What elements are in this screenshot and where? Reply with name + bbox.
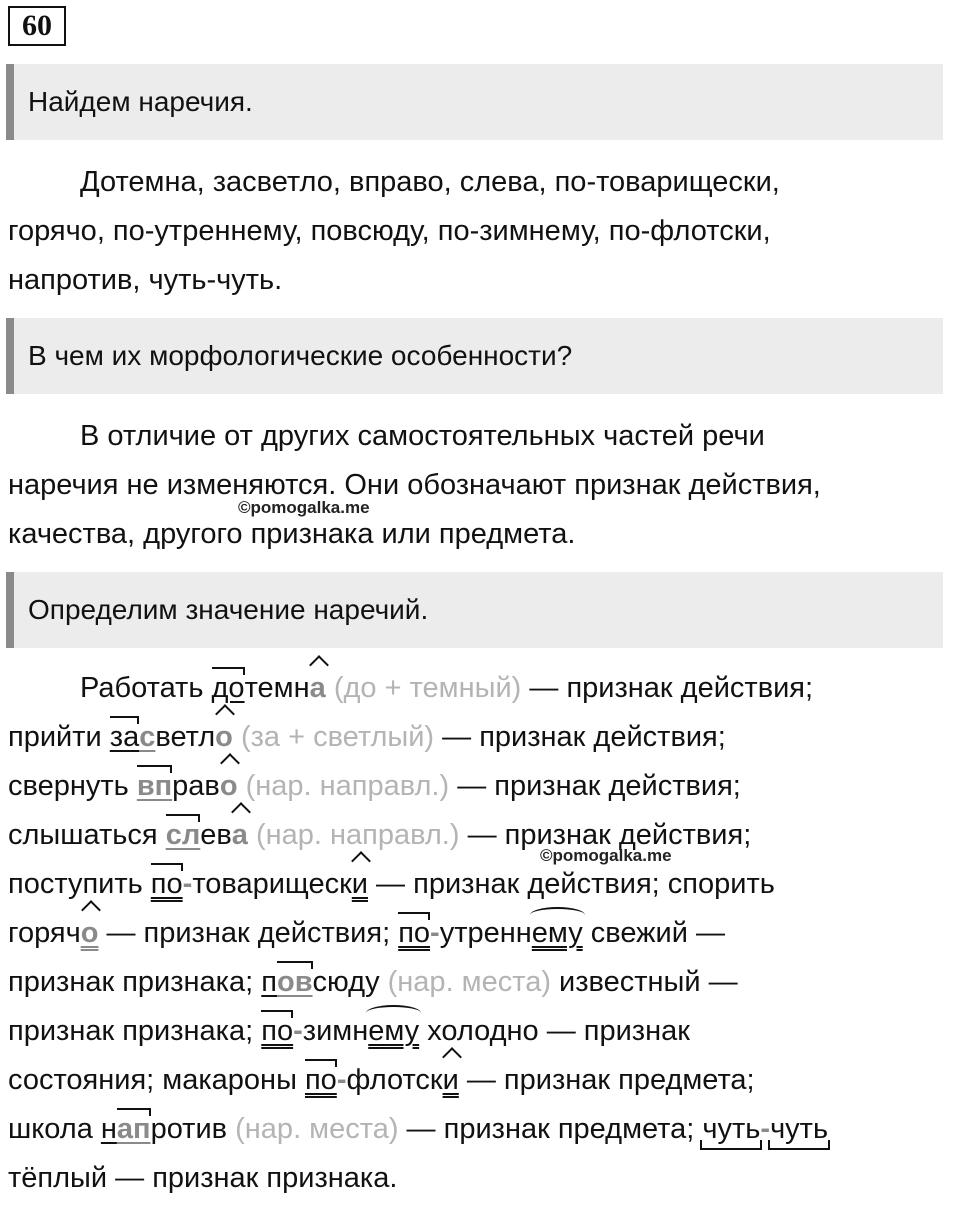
question-find-adverbs: Найдем наречия. [6,64,943,140]
suffix: о [215,713,233,762]
prefix: за [110,713,139,762]
text-line: горячо, по-утреннему, повсюду, по-зимнему, по-флотски, [8,215,771,247]
prefix: ов [277,958,313,1007]
text-line: признак признака; по-зимнему холодно — признак [8,1007,953,1056]
suffix: о [220,762,238,811]
text-line: горячо — признак действия; по-утреннему свежий — [8,909,953,958]
question-meaning: Определим значение наречий. [6,572,943,648]
prefix: по [305,1056,337,1105]
prefix: сл [166,811,201,860]
watermark: ©pomogalka.me [540,846,672,865]
answer-morphology [8,412,953,559]
watermark: ©pomogalka.me [238,498,370,517]
suffix: а [232,811,248,860]
text-line: качества, другого признака или предмета. [8,518,576,550]
text-line: тёплый — признак признака. [8,1162,398,1194]
text-line: свернуть вправо (нар. направл.) — признак действия; [8,762,953,811]
suffix: а [310,664,326,713]
text-line: прийти засветло (за + светлый) — признак действия; [8,713,953,762]
prefix: по [398,909,430,958]
text-line: В отличие от других самостоятельных частей речи [80,420,765,452]
text-line: поступить по-товарищески — признак действия; спорить [8,860,953,909]
suffix: и [443,1056,459,1105]
prefix: до [212,664,245,713]
prefix: по [261,1007,293,1056]
text-line: Дотемна, засветло, вправо, слева, по-товарищески, [80,166,780,198]
text-line: наречия не изменяются. Они обозначают признак действия, [8,469,821,501]
suffix: ему [532,909,583,958]
prefix: ап [117,1105,151,1154]
text-line: слышаться слева (нар. направл.) — признак действия; [8,811,953,860]
text-line: состояния; макароны по-флотски — признак предмета; [8,1056,953,1105]
root: чуть [702,1105,760,1154]
suffix: и [352,860,368,909]
task-number: 60 [8,6,66,46]
text-line: школа напротив (нар. места) — признак предмета; чуть-чуть [8,1105,953,1154]
suffix: о [81,909,99,958]
answer-meaning [8,664,953,1203]
suffix: ему [368,1007,419,1056]
text-line: признак признака; повсюду (нар. места) известный — [8,958,953,1007]
text-line: напротив, чуть-чуть. [8,264,283,296]
text-line: Работать дотемна (до + темный) — признак действия; [8,664,953,713]
question-morphology: В чем их морфологические особенности? [6,318,943,394]
answer-adverbs-list [8,158,953,305]
root: чуть [770,1105,828,1154]
prefix: вп [137,762,172,811]
prefix: по [151,860,183,909]
